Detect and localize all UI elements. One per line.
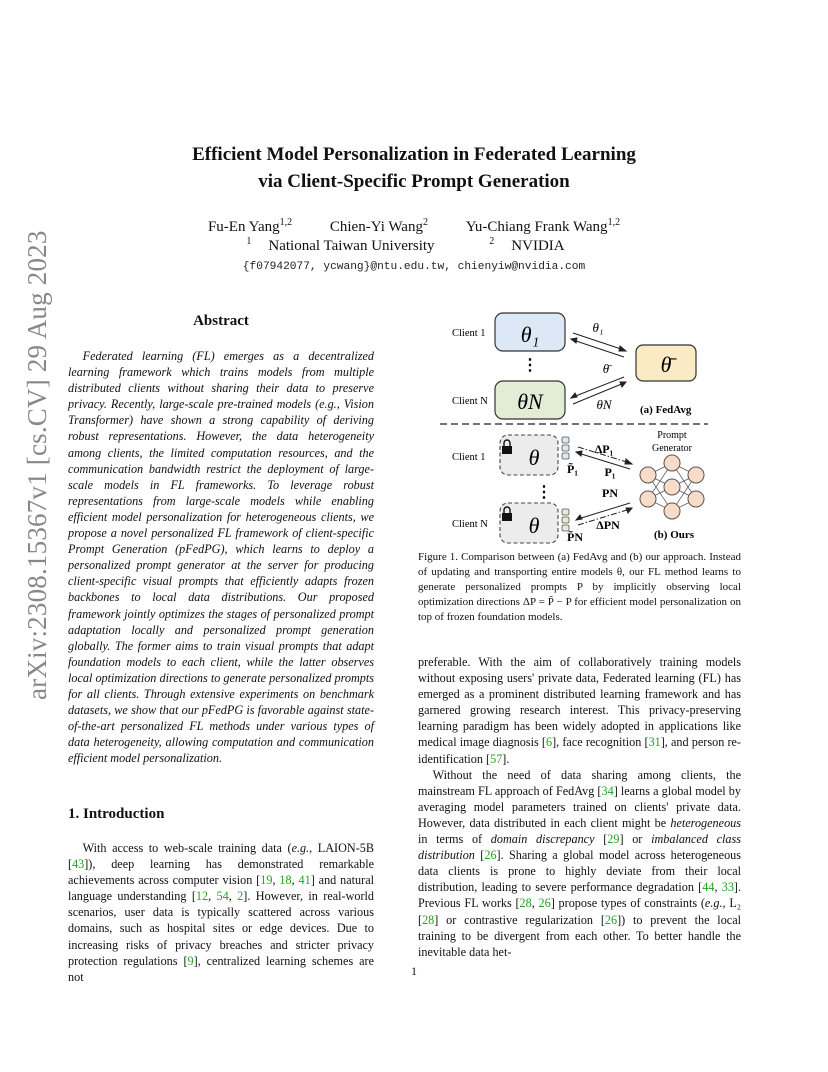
arrowhead [625,459,632,464]
citation-link[interactable]: 19 [260,873,273,888]
intro-column-right [418,654,741,960]
figure-1-caption: Figure 1. Comparison between (a) FedAvg and (b) our approach. Instead of updating and transporting entire models θ, our FL method learns to generate personalized prompts P by implicitly observing local optimization directions ΔP = P̃ − P for efficient model personalization on top of frozen foundation models. [418,551,741,623]
title-line-1: Efficient Model Personalization in Federated Learning [192,144,636,165]
text-run: ], and person re-identification [ [418,735,741,766]
text-run: ]. [502,751,510,766]
arrowhead [576,515,582,520]
text-run: ]) to prevent the local training to be divergent from each other. To better handle the inevitable data het- [418,912,741,959]
label-client-n: Client N [452,396,488,407]
text-run: , [228,889,238,904]
title-line-2: via Client-Specific Prompt Generation [258,171,570,192]
prompt-token [562,437,569,443]
text-run: , [272,873,280,888]
author [466,218,620,237]
theta-frozen-1: θ [528,445,540,470]
intro-paragraph-2 [418,767,741,960]
affiliation-name: National Taiwan University [268,238,435,254]
theta-1-label: θ₁ [520,322,540,347]
citation-link[interactable]: 2 [237,889,244,904]
abstract-text: Federated learning (FL) emerges as a decentralized learning framework which trains models from multiple distributed clients without sharing their data to preserve privacy. Recently, large-scale pre-trained models (e.g., Vision Transformer) have shown a strong capability of deriving robust representations. However, the data heterogeneity among clients, the limited computation resources, and the communication bandwidth restrict the deployment of large-scale models in FL frameworks. To leverage robust representations from large-scale models while enabling efficient model personalization for heterogeneous clients, we propose a novel personalized FL framework of client-specific Prompt Generation (pFedPG), which learns to deploy a personalized prompt generator at the server for producing client-specific visual prompts that efficiently adapts frozen backbones to local data distributions. Our proposed framework jointly optimizes the stages of personalized prompt adaptation locally and personalized prompt generation globally. The former aims to train visual prompts that adapt foundation models to each client, while the latter observes local optimization directions to generate personalized prompts for all clients. Through extensive experiments on benchmark datasets, we show that our pFedPG is favorable against state-of-the-art personalized FL methods under various types of data heterogeneity, allowing computation and communication efficient model personalization. [68,349,374,766]
arrowhead [626,508,632,513]
emphasis-text: e.g., [291,841,313,855]
author-affiliation-mark: 1,2 [279,217,293,228]
author-list [0,218,828,237]
citation-link[interactable]: 12 [195,889,209,904]
affiliation-name: NVIDIA [511,238,565,254]
citation-link[interactable]: 26 [604,912,618,927]
label-client-1-ours: Client 1 [452,452,486,463]
network-neuron [688,467,704,483]
network-neuron [664,503,680,519]
arrowhead [619,346,626,351]
emphasis-text: imbalanced class distribution [418,832,741,863]
author-affiliation-mark: 1,2 [607,217,621,228]
author-name: Fu-En Yang [207,219,280,235]
text-run: LAION-5B [ [68,841,374,872]
upload-arrow-1 [573,333,624,350]
author [330,218,428,237]
theta-frozen-n: θ [528,513,540,538]
arrow-label-delta-p1: ΔP₁ [594,442,614,456]
text-run: L₂ [ [418,896,742,927]
abstract-body [68,348,374,766]
fedavg-arrows [571,333,626,404]
text-run: ], centralized learning schemes are not [68,953,374,984]
prompt-tokens-n [562,509,569,531]
text-run: ]. Previous FL works [ [418,880,742,911]
emphasis-text: e.g., [704,896,726,911]
author [208,218,292,237]
arrowhead [576,451,582,456]
affiliation-mark: 2 [489,236,495,247]
citation-link[interactable]: 26 [484,848,497,863]
prompt-generator-label-2: Generator [652,443,692,454]
text-run: , [208,889,217,904]
text-run: ], face recognition [ [552,735,649,750]
citation-link[interactable]: 29 [607,832,620,847]
prompt-token [562,517,569,523]
arrow-label-theta-n: θN [596,397,612,412]
fedavg-caption: (a) FedAvg [640,404,692,416]
affiliations [0,238,828,255]
author-affiliation-mark: 2 [422,217,428,228]
citation-link[interactable]: 6 [545,735,553,750]
label-client-1: Client 1 [452,328,486,339]
text-run: [ [474,848,485,863]
citation-link[interactable]: 43 [72,857,85,872]
author-emails: {f07942077, ycwang}@ntu.edu.tw, chienyiw@nvidia.com [242,261,586,273]
prompt-generator-label-1: Prompt [657,430,687,441]
text-run: With access to web-scale training data ( [82,841,292,855]
text-run: ] or contrastive regularization [ [434,912,605,927]
emphasis-text: domain discrepancy [490,832,595,847]
emphasis-text: heterogeneous [670,815,741,830]
network-neuron [664,479,680,495]
prompt-token [562,453,569,459]
arxiv-stamp: arXiv:2308.15367v1 [cs.CV] 29 Aug 2023 [22,230,52,700]
ours-caption: (b) Ours [654,529,695,541]
citation-link[interactable]: 44 [702,880,715,895]
arrow-label-delta-pn: ΔPN [596,518,620,532]
citation-link[interactable]: 9 [187,953,194,968]
prompt-token [562,509,569,515]
prompt-tilde-n: P̃N [567,530,583,544]
network-neuron [640,491,656,507]
text-run: Without the need of data sharing among clients, the mainstream FL approach of FedAvg [ [418,767,741,798]
theta-n-label: θN [517,389,543,414]
network-neuron [688,491,704,507]
author-name: Chien-Yi Wang [329,219,423,235]
arrowhead [620,382,626,387]
prompt-tilde-1: P̃₁ [567,462,578,476]
theta-bar-label: θ̄ [660,352,672,377]
paper-title [0,141,828,195]
affiliation [489,238,581,254]
citation-link[interactable]: 57 [490,751,503,766]
label-client-n-ours: Client N [452,519,488,530]
text-run: , [291,873,299,888]
vertical-dots: ⋮ [536,484,552,501]
arrow-label-theta-bar: θ̄ [602,361,610,376]
arrow-label-theta-1: θ₁ [592,320,604,335]
arrow-label-p1: P₁ [604,465,616,479]
text-run: ] and natural language understanding [ [68,873,375,904]
network-neuron [664,455,680,471]
author-name: Yu-Chiang Frank Wang [465,219,608,235]
abstract-heading: Abstract [193,313,249,329]
download-arrow-1 [573,340,624,357]
text-run: ] propose types of constraints ( [550,896,705,911]
affiliation-mark: 1 [246,236,252,247]
affiliation [246,238,451,254]
arrow-label-pn: PN [602,486,618,500]
vertical-dots: ⋮ [522,357,538,374]
text-run: preferable. With the aim of collaboratively training models without exposing users' private data, Federated learning (FL) has emerged as a prominent distributed learning framework and has garnered growing research interest. This privacy-preserving learning paradigm has been widely adopted in applications like medical image diagnosis [ [418,655,741,750]
page-number: 1 [411,964,417,978]
figure-1-diagram [440,305,730,545]
prompt-token [562,445,569,451]
citation-link[interactable]: 28 [519,896,532,911]
text-run: [ [594,832,608,847]
citation-link[interactable]: 34 [601,783,614,798]
text-run: ]. However, in real-world scenarios, user data is typically scattered across various domains, such as hospital sites or edge devices. Due to increasing risks of privacy breaches and stricter privacy protection regulations [ [68,889,375,968]
citation-link[interactable]: 18 [279,873,292,888]
text-run: , [531,896,539,911]
citation-link[interactable]: 28 [422,912,435,927]
citation-link[interactable]: 33 [721,880,734,895]
prompt-tokens-1 [562,437,569,459]
network-neuron [640,467,656,483]
text-run: in terms of [418,832,491,847]
text-run: , [714,880,722,895]
citation-link[interactable]: 26 [538,896,551,911]
text-run: ] or [619,832,652,847]
citation-link[interactable]: 41 [298,873,311,888]
text-run: ]), deep learning has demonstrated remarkable achievements across computer vision [ [68,857,374,888]
section-heading-introduction: 1. Introduction [68,806,165,822]
citation-link[interactable]: 31 [648,735,661,750]
arrowhead [571,338,577,343]
text-run: ]. Sharing a global model across heterogeneous data clients is prone to highly deviate from their local distribution, leading to severe performance degradation [ [418,848,742,895]
arrowhead [571,393,577,398]
citation-link[interactable]: 54 [216,889,229,904]
intro-paragraph-1-continued [418,654,741,767]
prompt-generator-network [640,455,704,519]
text-run: ] learns a global model by averaging model parameters trained on clients' private data. However, data distributed in each client might be [418,783,741,830]
